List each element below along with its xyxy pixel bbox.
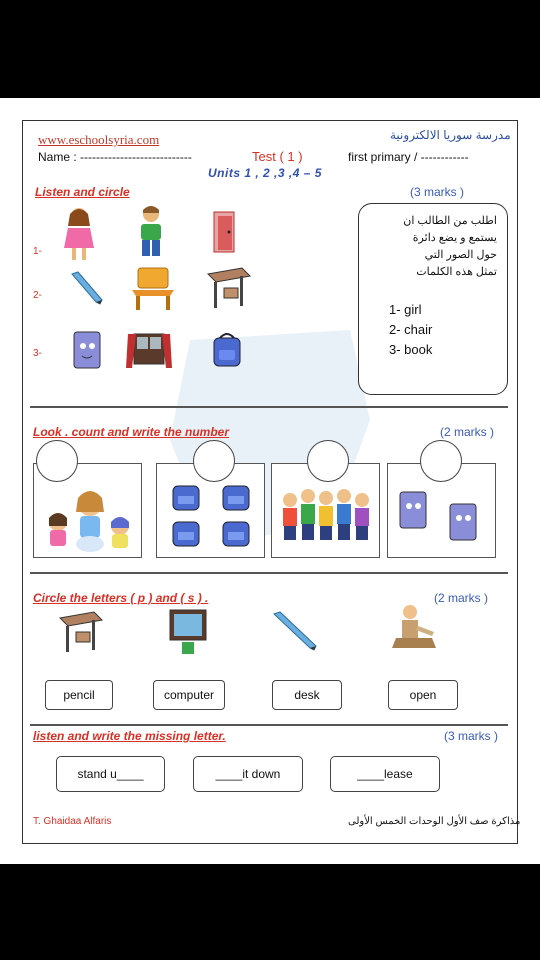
missing-letter-box-1[interactable]: stand u____: [56, 756, 165, 792]
grade-label: first primary / ------------: [348, 150, 469, 164]
chair-icon[interactable]: [128, 266, 178, 312]
divider-3: [30, 724, 508, 726]
instruction-line-1: اطلب من الطالب ان: [403, 215, 497, 227]
section3-marks: (2 marks ): [434, 591, 488, 605]
name-field-label: Name : ----------------------------: [38, 150, 192, 164]
book-icon[interactable]: [70, 328, 106, 372]
schoolbag-icon[interactable]: [210, 330, 244, 368]
instruction-line-2: يستمع و يضع دائرة: [412, 232, 497, 244]
word-book: 3- book: [389, 342, 433, 357]
instruction-line-3: حول الصور التي: [424, 249, 497, 261]
word-chair: 2- chair: [389, 322, 433, 337]
pencil-picture-icon: [272, 610, 320, 652]
section1-title: Listen and circle: [35, 185, 130, 199]
units-label: Units 1 , 2 ,3 ,4 – 5: [208, 166, 322, 180]
window-icon[interactable]: [126, 330, 172, 370]
answer-circle-3[interactable]: [307, 440, 349, 482]
answer-circle-2[interactable]: [193, 440, 235, 482]
boy-icon[interactable]: [133, 204, 169, 260]
test-title: Test ( 1 ): [252, 149, 303, 164]
girl-icon[interactable]: [62, 206, 96, 262]
desk-icon[interactable]: [206, 264, 252, 312]
missing-letter-box-3[interactable]: ____lease: [330, 756, 440, 792]
footer-note: مذاكرة صف الأول الوحدات الخمس الأولى: [348, 816, 521, 827]
answer-circle-1[interactable]: [36, 440, 78, 482]
divider-1: [30, 406, 508, 408]
section4-title: listen and write the missing letter.: [33, 729, 226, 743]
section1-marks: (3 marks ): [410, 185, 464, 199]
section2-marks: (2 marks ): [440, 425, 494, 439]
word-box-computer[interactable]: computer: [153, 680, 225, 710]
section3-title: Circle the letters ( p ) and ( s ) .: [33, 591, 209, 605]
section4-marks: (3 marks ): [444, 729, 498, 743]
word-girl: 1- girl: [389, 302, 422, 317]
teacher-name: T. Ghaidaa Alfaris: [33, 816, 112, 827]
school-name: مدرسة سوريا الالكترونية: [390, 128, 511, 142]
answer-circle-4[interactable]: [420, 440, 462, 482]
door-icon[interactable]: [212, 210, 238, 254]
pencil-icon[interactable]: [70, 270, 104, 306]
word-box-open[interactable]: open: [388, 680, 458, 710]
computer-picture-icon: [168, 606, 208, 656]
desk-picture-icon: [58, 608, 106, 654]
instruction-box: [358, 203, 508, 395]
row-number-1: 1-: [33, 246, 42, 257]
open-picture-icon: [392, 602, 438, 652]
website-url[interactable]: www.eschoolsyria.com: [38, 132, 160, 147]
word-box-desk[interactable]: desk: [272, 680, 342, 710]
instruction-line-4: تمثل هذه الكلمات: [416, 266, 497, 278]
missing-letter-box-2[interactable]: ____it down: [193, 756, 303, 792]
row-number-3: 3-: [33, 348, 42, 359]
row-number-2: 2-: [33, 290, 42, 301]
word-box-pencil[interactable]: pencil: [45, 680, 113, 710]
divider-2: [30, 572, 508, 574]
section2-title: Look . count and write the number: [33, 425, 230, 439]
